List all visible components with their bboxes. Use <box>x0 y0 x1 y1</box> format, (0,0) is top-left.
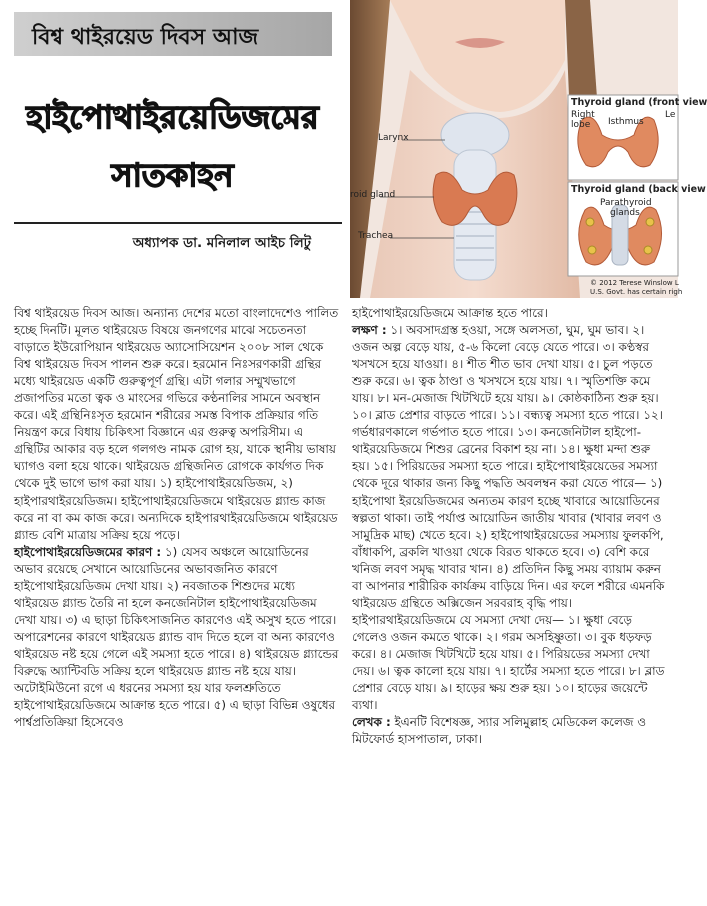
causes-text: ১) যেসব অঞ্চলে আয়োডিনের অভাব রয়েছে সেখানে আয়োডিনের অভাবজনিত কারণে হাইপোথাইরয়েডিজম দেখা যায়। ২) নবজাতক শিশুদের মধ্যে থাইরয়েড গ্ল্যান্ড তৈরি না হলে কনজেনিটাল হাইপোথাইরয়েডিজম দেখা যায়। ৩) এ ছাড়া চিকিৎসাজনিত কারণেও এই অসুখ হতে পারে। অপারেশনের কারণে থাইরয়েড গ্ল্যান্ড বাদ দিতে হলে বা অন্য কারণেও থাইরয়েড নষ্ট হয়ে গেলে এই সমস্যা হতে পারে। ৪) থাইরয়েড গ্ল্যান্ডের বিরুদ্ধে অ্যান্টিবডি সক্রিয় হলে থাইরয়েড গ্ল্যান্ড নষ্ট হয়ে যায়। অটোইমিউনো রগে এ ধরনের সমস্যা হয় যার ফলশ্রুতিতে হাইপোথাইরয়েডিজমে আক্রান্ত হতে পারে। ৫) এ ছাড়া বিভিন্ন ওষুধের পার্শ্বপ্রতিক্রিয়া হিসেবেও <box>14 544 339 730</box>
thyroid-illustration <box>350 0 707 298</box>
label-thyroid-gland: roid gland <box>350 190 396 200</box>
causes-paragraph <box>14 544 339 732</box>
thyroid-illustration-drawing <box>350 0 678 298</box>
label-parathyroid: Parathyroid <box>600 198 652 208</box>
label-front-view: Thyroid gland (front view <box>571 97 707 108</box>
banner-text: বিশ্ব থাইরয়েড দিবস আজ <box>32 25 259 50</box>
author-divider <box>14 222 342 224</box>
right-article-column <box>352 305 666 748</box>
symptoms-heading: লক্ষণ : <box>352 323 387 338</box>
label-larynx: Larynx <box>378 133 409 143</box>
author-byline: অধ্যাপক ডা. মনিলাল আইচ লিটু <box>132 235 311 251</box>
writer-heading: লেখক : <box>352 715 391 730</box>
headline-line-2: সাতকাহন <box>111 156 234 194</box>
writer-text: ইএনটি বিশেষজ্ঞ, স্যার সলিমুল্লাহ মেডিকেল কলেজ ও মিটফোর্ড হাসপাতাল, ঢাকা। <box>352 715 646 747</box>
label-parathyroid-2: glands <box>610 208 640 218</box>
section-banner <box>14 12 332 56</box>
label-isthmus: Isthmus <box>608 117 644 127</box>
symptoms-paragraph <box>352 322 666 714</box>
label-left-lobe: Le <box>665 110 676 120</box>
left-article-column <box>14 305 339 731</box>
causes-heading: হাইপোথাইরয়েডিজমের কারণ : <box>14 544 162 559</box>
copyright-text: © 2012 Terese Winslow L <box>590 279 679 287</box>
copyright-text-2: U.S. Govt. has certain righ <box>590 288 683 296</box>
label-trachea: Trachea <box>358 231 394 241</box>
label-right-lobe: Right <box>571 110 595 120</box>
writer-paragraph <box>352 714 666 748</box>
symptoms-text: ১। অবসাদগ্রস্ত হওয়া, সঙ্গে অলসতা, ঘুম, ঘুম ভাব। ২। ওজন অল্প বেড়ে যায়, ৫-৬ কিলো বেড়ে যেতে পারে। ৩। কণ্ঠস্বর খসখসে হয়ে যাওয়া। ৪। শীত শীত ভাব দেখা যায়। ৫। চুল পড়তে শুরু করে। ৬। ত্বক ঠাণ্ডা ও খসখসে হয়ে যায়। ৭। স্মৃতিশক্তি কমে যায়। ৮। মন-মেজাজ খিটখিটে হয়ে যায়। ৯। কোষ্ঠকাঠিন্য শুরু হয়। ১০। ব্লাড প্রেশার বাড়তে পারে। ১১। বন্ধ্যত্ব সমস্যা হতে পারে। ১২। গর্ভধারণকালে গর্ভপাত হতে পারে। ১৩। কনজেনিটাল হাইপো-থাইরয়েডিজমে শিশুর ব্রেনের বিকাশ হয় না। ১৪। ক্ষুধা মন্দা শুরু হয়। ১৫। পিরিয়ডের সমস্যা হতে পারে। হাইপোথাইরয়েডের সমস্যা থেকে দূরে থাকার জন্য কিছু পদ্ধতি অবলম্বন করা যেতে পারে— ১) হাইপোথা ইরয়েডিজমের অন্যতম কারণ হচ্ছে খাবারে আয়োডিনের স্বল্পতা থাকা। তাই পর্যাপ্ত আয়োডিন জাতীয় খাবার (খাবার লবণ ও সামুদ্রিক মাছ) খেতে হবে। ২) হাইপোথাইরয়েডের সমস্যায় ফুলকপি, বাঁধাকপি, ব্রকলি খাওয়া থেকে বিরত থাকতে হবে। ৩) বেশি করে খনিজ লবণ সমৃদ্ধ খাবার খান। ৪) প্রতিদিন কিছু সময় ব্যায়াম করুন বা আপনার শারীরিক কার্যক্রম বাড়িয়ে দিন। এর ফলে শরীরে এমনকি থাইরয়েড গ্রন্থিতে অক্সিজেন সরবরাহ বৃদ্ধি পায়। হাইপারথাইরয়েডিজমে যে সমস্যা দেখা দেয়— ১। ক্ষুধা বেড়ে গেলেও ওজন কমতে থাকে। ২। গরম অসহিষ্ণুতা। ৩। বুক ধড়ফড় করে। ৪। মেজাজ খিটখিটে হয়ে যায়। ৫। পিরিয়ডের সমস্যা দেখা দেয়। ৬। ত্বক কালো হয়ে যায়। ৭। হার্টের সমস্যা হতে পারে। ৮। ব্লাড প্রেশার বেড়ে যায়। ৯। হাড়ের ক্ষয় শুরু হয়। ১০। হাড়ের জয়েন্টে ব্যথা। <box>352 323 665 713</box>
headline-line-1: হাইপোথাইরয়েডিজমের <box>26 98 319 136</box>
label-right-lobe-2: lobe <box>571 120 591 130</box>
continuation-paragraph: হাইপোথাইরয়েডিজমে আক্রান্ত হতে পারে। <box>352 306 548 320</box>
intro-paragraph: বিশ্ব থাইরয়েড দিবস আজ। অন্যান্য দেশের মতো বাংলাদেশেও পালিত হচ্ছে দিনটি। মূলত থাইরয়েড বিষয়ে জনগণের মাঝে সচেতনতা বাড়াতে ইউরোপিয়ান থাইরয়েড অ্যাসোসিয়েশন ২০০৮ সাল থেকে বিশ্ব থাইরয়েড দিবস পালন শুরু করে। হরমোন নিঃসরণকারী গ্রন্থির মধ্যে থাইরয়েড একটি গুরুত্বপূর্ণ গ্রন্থি। এটা গলার সম্মুখভাগে প্রজাপতির মতো ত্বক ও মাংসের গভিরে কণ্ঠনালির সামনে অবস্থান করে। এই গ্রন্থিনিঃসৃত হরমোন শরীরের সমস্ত বিপাক প্রক্রিয়ার গতি নিয়ন্ত্রণ করে বিধায় চিকিৎসা বিজ্ঞানে এর গুরুত্ব অপরিসীম। এ গ্রন্থিটির আকার বড় হলে গলগণ্ড নামক রোগ হয়, যাকে স্থানীয় ভাষায় ঘ্যাগও বলা হয়ে থাকে। থাইরয়েড গ্রন্থিজনিত রোগকে কার্যগত দিক থেকে দুই ভাগে ভাগ করা যায়। ১) হাইপোথাইরয়েডিজম, ২) হাইপারথাইরয়েডিজম। হাইপোথাইরয়েডিজমে থাইরয়েড গ্ল্যান্ড কাজ করে না বা কম কাজ করে। অন্যদিকে হাইপারথাইরয়েডিজমে থাইরয়েড গ্ল্যান্ড বেশি মাত্রায় সক্রিয় হয়ে পড়ে। <box>14 306 339 542</box>
label-back-view: Thyroid gland (back view <box>571 184 706 195</box>
